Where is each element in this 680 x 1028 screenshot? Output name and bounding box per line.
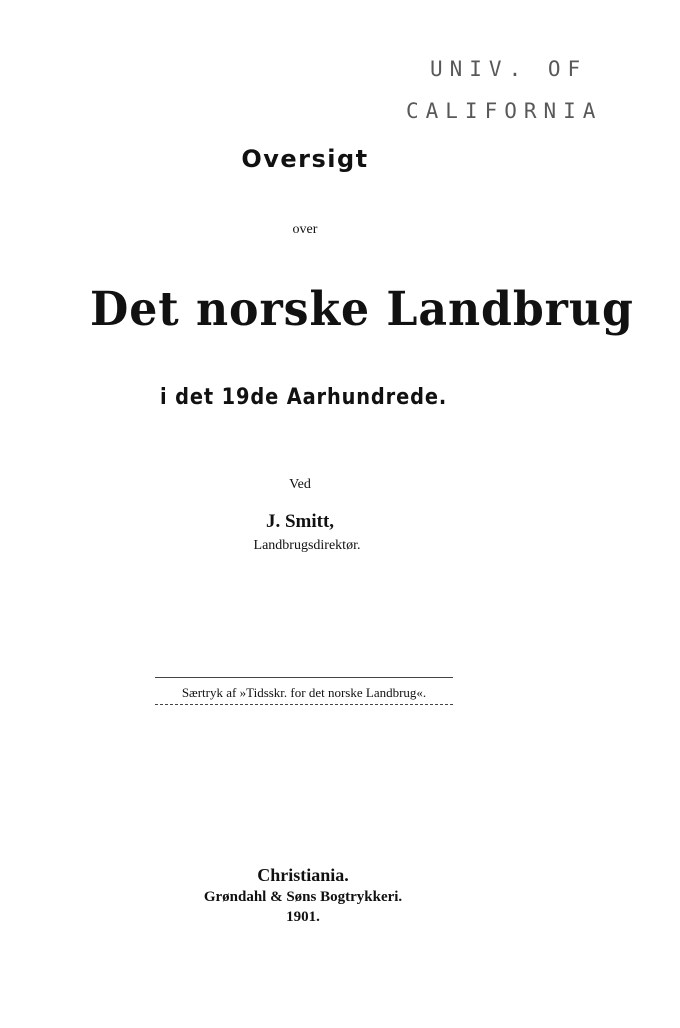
- main-title: Det norske Landbrug: [90, 282, 634, 337]
- library-stamp: [400, 48, 630, 128]
- reprint-note: Særtryk af »Tidsskr. for det norske Landbrug«.: [181, 685, 427, 700]
- imprint-city: Christiania.: [257, 865, 349, 885]
- imprint-printer: Grøndahl & Søns Bogtrykkeri.: [203, 889, 403, 905]
- top-rule: [155, 677, 453, 678]
- stamp-line-2: CALIFORNIA: [406, 99, 603, 123]
- author-name: J. Smitt,: [265, 511, 335, 532]
- by-word: Ved: [289, 477, 311, 492]
- bottom-rule: [155, 704, 453, 705]
- heading: Oversigt: [241, 145, 369, 173]
- connector-word: over: [292, 222, 318, 237]
- imprint-year: 1901.: [286, 909, 320, 925]
- author-role: Landbrugsdirektør.: [253, 538, 361, 553]
- subtitle: i det 19de Aarhundrede.: [160, 385, 448, 410]
- stamp-line-1: UNIV. OF: [430, 57, 588, 81]
